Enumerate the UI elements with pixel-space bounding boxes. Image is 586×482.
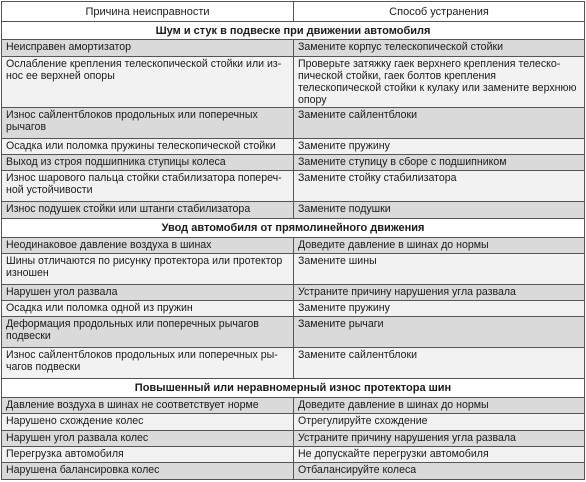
- fix-cell: Замените пружину: [294, 138, 585, 154]
- cause-cell: Неодинаковое давление воздуха в шинах: [2, 237, 294, 253]
- cause-cell: Шины отличаются по рисунку протектора или протектор изношен: [2, 253, 294, 284]
- cause-cell: Деформация продольных или поперечных рычагов подвески: [2, 317, 294, 348]
- fix-cell: Замените сайлентблоки: [294, 107, 585, 138]
- table-row: [2, 284, 585, 300]
- table-row: [2, 300, 585, 316]
- section-title: Повышенный или неравномерный износ протектора шин: [2, 378, 585, 397]
- fix-cell: Устраните причину нарушения угла развала: [294, 284, 585, 300]
- cause-cell: Износ сайлентблоков продольных или поперечных ры-чагов подвески: [2, 347, 294, 378]
- header-row: [2, 2, 585, 22]
- cause-cell: Ослабление крепления телескопической стойки или из-нос ее верхней опоры: [2, 56, 294, 107]
- table-row: [2, 56, 585, 107]
- table-row: [2, 430, 585, 446]
- cause-cell: Износ шарового пальца стойки стабилизатора попереч-ной устойчивости: [2, 171, 294, 202]
- table-row: [2, 40, 585, 56]
- cause-cell: Давление воздуха в шинах не соответствует норме: [2, 398, 294, 414]
- section-title: Увод автомобиля от прямолинейного движения: [2, 219, 585, 237]
- fix-cell: Замените подушки: [294, 201, 585, 218]
- fix-cell: Устраните причину нарушения угла развала: [294, 430, 585, 446]
- cause-cell: Нарушена балансировка колес: [2, 463, 294, 480]
- fix-cell: Доведите давление в шинах до нормы: [294, 398, 585, 414]
- table-row: [2, 138, 585, 154]
- fix-cell: Отбалансируйте колеса: [294, 463, 585, 480]
- fix-cell: Доведите давление в шинах до нормы: [294, 237, 585, 253]
- table-row: [2, 317, 585, 348]
- table-row: [2, 463, 585, 480]
- section-row: [2, 219, 585, 237]
- table-row: [2, 447, 585, 463]
- troubleshooting-table: [1, 1, 585, 480]
- fix-cell: Замените корпус телескопической стойки: [294, 40, 585, 56]
- cause-cell: Нарушено схождение колес: [2, 414, 294, 430]
- table-row: [2, 154, 585, 170]
- header-cause: Причина неисправности: [2, 2, 294, 22]
- fix-cell: Замените шины: [294, 253, 585, 284]
- fix-cell: Замените сайлентблоки: [294, 347, 585, 378]
- cause-cell: Износ сайлентблоков продольных или поперечных рычагов: [2, 107, 294, 138]
- table-row: [2, 171, 585, 202]
- fix-cell: Отрегулируйте схождение: [294, 414, 585, 430]
- section-row: [2, 378, 585, 397]
- fix-cell: Не допускайте перегрузки автомобиля: [294, 447, 585, 463]
- cause-cell: Нарушен угол развала: [2, 284, 294, 300]
- cause-cell: Износ подушек стойки или штанги стабилизатора: [2, 201, 294, 218]
- table-row: [2, 398, 585, 414]
- table-row: [2, 253, 585, 284]
- fix-cell: Замените пружину: [294, 300, 585, 316]
- cause-cell: Выход из строя подшипника ступицы колеса: [2, 154, 294, 170]
- fix-cell: Замените стойку стабилизатора: [294, 171, 585, 202]
- cause-cell: Осадка или поломка пружины телескопической стойки: [2, 138, 294, 154]
- cause-cell: Неисправен амортизатор: [2, 40, 294, 56]
- fix-cell: Замените ступицу в сборе с подшипником: [294, 154, 585, 170]
- fix-cell: Замените рычаги: [294, 317, 585, 348]
- table-row: [2, 107, 585, 138]
- cause-cell: Перегрузка автомобиля: [2, 447, 294, 463]
- table-row: [2, 237, 585, 253]
- section-title: Шум и стук в подвеске при движении автомобиля: [2, 22, 585, 40]
- cause-cell: Нарушен угол развала колес: [2, 430, 294, 446]
- cause-cell: Осадка или поломка одной из пружин: [2, 300, 294, 316]
- table-row: [2, 347, 585, 378]
- table-row: [2, 414, 585, 430]
- fix-cell: Проверьте затяжку гаек верхнего крепления телеско-пической стойки, гаек болтов крепления телескопической стойки к кулаку или замените верхнюю опору: [294, 56, 585, 107]
- header-fix: Способ устранения: [294, 2, 585, 22]
- section-row: [2, 22, 585, 40]
- table-row: [2, 201, 585, 218]
